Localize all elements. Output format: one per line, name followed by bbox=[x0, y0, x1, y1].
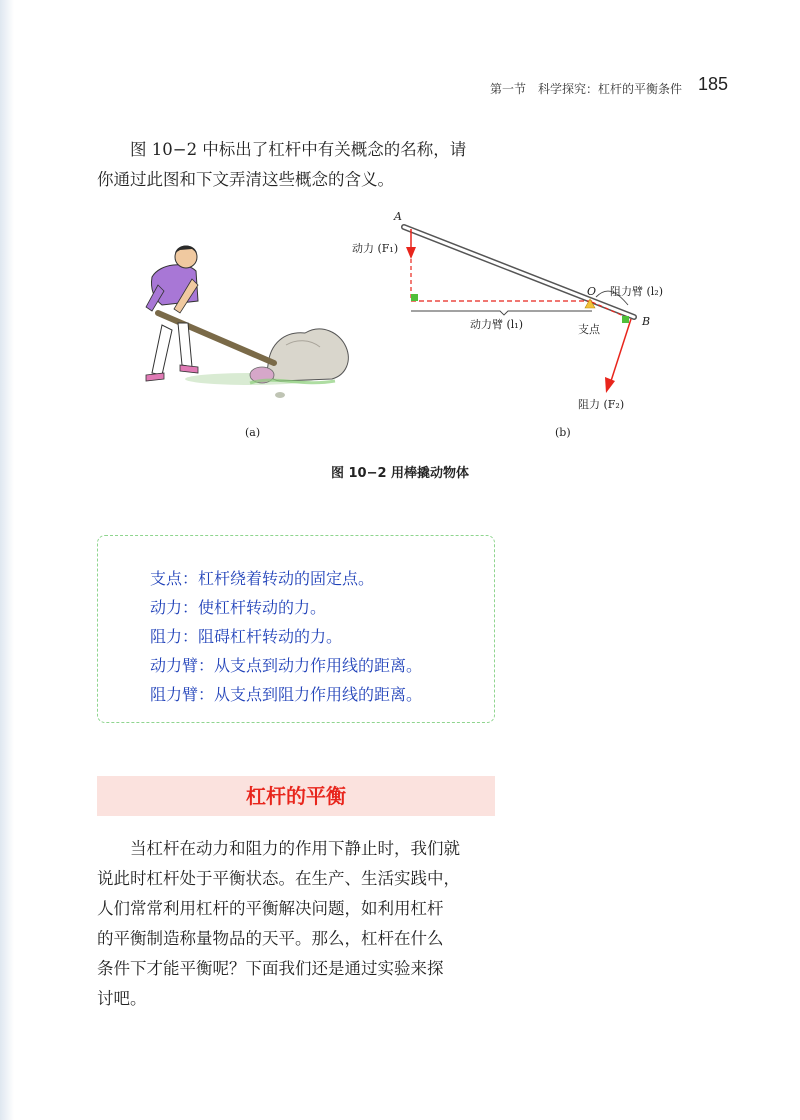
body-line: 条件下才能平衡呢？下面我们还是通过实验来探 bbox=[97, 959, 444, 978]
body-paragraph bbox=[97, 834, 497, 1014]
running-header bbox=[0, 70, 800, 106]
point-o-label: O bbox=[587, 285, 597, 298]
lever-diagram bbox=[404, 227, 634, 393]
figure-caption: 图 10−2 用棒撬动物体 bbox=[330, 466, 470, 481]
zhidian-label: 支点 bbox=[578, 323, 600, 336]
intro-line: 你通过此图和下文弄清这些概念的含义。 bbox=[97, 170, 394, 189]
definition-effort-arm: 动力臂：从支点到动力作用线的距离。 bbox=[150, 656, 423, 675]
page-number: 185 bbox=[697, 74, 728, 94]
dongli-bi-label: 动力臂 (l₁) bbox=[470, 318, 524, 331]
subfigure-a-label: (a) bbox=[245, 426, 261, 439]
man-prying-rock-illustration bbox=[146, 246, 348, 399]
dongli-label: 动力 (F₁) bbox=[352, 242, 399, 255]
body-line: 讨吧。 bbox=[97, 989, 147, 1008]
zuli-label: 阻力 (F₂) bbox=[578, 398, 625, 411]
definitions-box bbox=[97, 535, 495, 723]
figure-10-2 bbox=[100, 205, 700, 455]
body-line: 当杠杆在动力和阻力的作用下静止时，我们就 bbox=[130, 839, 460, 858]
body-line: 人们常常利用杠杆的平衡解决问题，如利用杠杆 bbox=[97, 899, 444, 918]
chapter-title: 第一节 科学探究：杠杆的平衡条件 bbox=[489, 82, 682, 96]
definition-effort: 动力：使杠杆转动的力。 bbox=[150, 598, 327, 617]
section-heading: 杠杆的平衡 bbox=[246, 784, 346, 808]
section-heading-bar bbox=[97, 776, 495, 816]
definition-resistance-arm: 阻力臂：从支点到阻力作用线的距离。 bbox=[150, 685, 423, 704]
zuli-bi-label: 阻力臂 (l₂) bbox=[610, 285, 664, 298]
page-edge-shadow bbox=[0, 0, 14, 1120]
intro-paragraph bbox=[97, 135, 497, 195]
subfigure-b-label: (b) bbox=[555, 426, 571, 439]
body-line: 的平衡制造称量物品的天平。那么，杠杆在什么 bbox=[97, 929, 444, 948]
point-b-label: B bbox=[642, 315, 651, 328]
intro-line: 图 10−2 中标出了杠杆中有关概念的名称，请 bbox=[130, 140, 467, 159]
body-line: 说此时杠杆处于平衡状态。在生产、生活实践中， bbox=[97, 869, 460, 888]
definition-resistance: 阻力：阻碍杠杆转动的力。 bbox=[150, 627, 343, 646]
definition-fulcrum: 支点：杠杆绕着转动的固定点。 bbox=[150, 569, 375, 588]
point-a-label: A bbox=[394, 210, 402, 223]
